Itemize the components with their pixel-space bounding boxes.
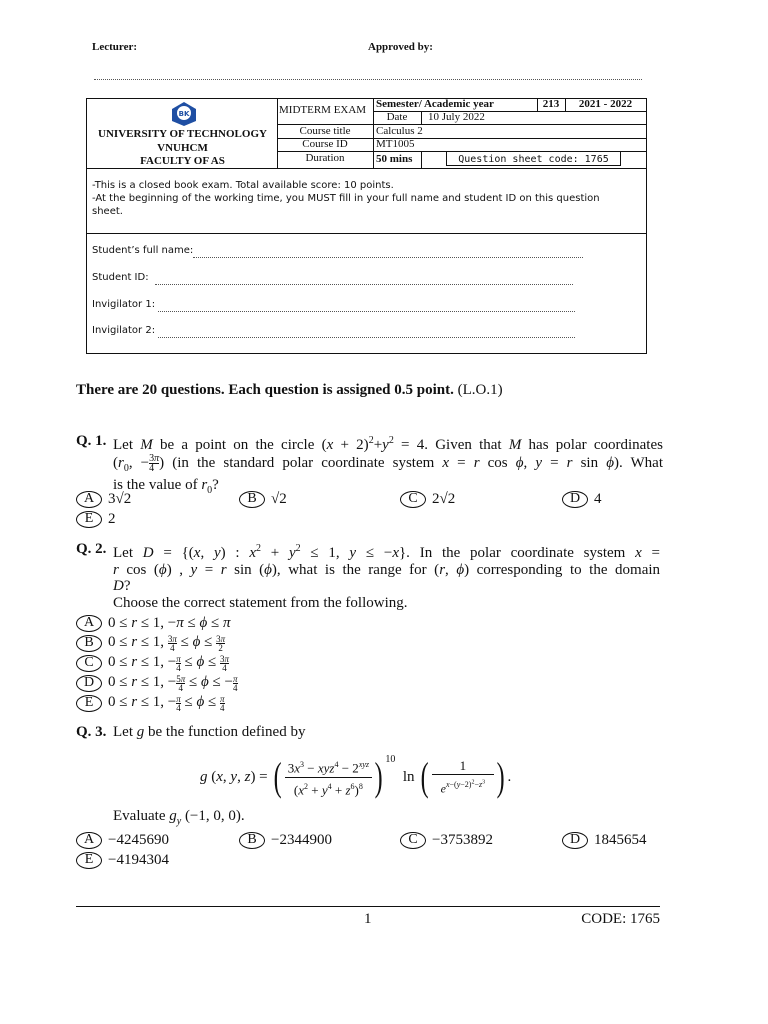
q3-answer-a: −4245690 [108, 831, 169, 848]
q1-label: Q. 1. [76, 433, 107, 449]
course-id: MT1005 [376, 138, 415, 150]
semester-value: 213 [542, 98, 560, 110]
q2-choice-e[interactable]: E 0 ≤ r ≤ 1, − $\frac{\pi}{4}$ ≤ ϕ ≤ $\frac{\pi}{4}$ [76, 694, 225, 712]
svg-text:BK: BK [178, 110, 190, 118]
invigilator2-label: Invigilator 2: [92, 325, 156, 336]
lecturer-label: Lecturer: [92, 41, 137, 53]
q2-answer-e: 0 ≤ r ≤ 1, − $\frac{\pi}{4}$ ≤ ϕ ≤ $\frac{\pi}{4}$ [108, 693, 225, 713]
q2-choice-d[interactable]: D 0 ≤ r ≤ 1, − $\frac{5\pi}{4}$ ≤ ϕ ≤ − $\frac{\pi}{4}$ [76, 674, 238, 692]
student-name-field[interactable] [193, 257, 583, 258]
q2-answer-a: 0 ≤ r ≤ 1, −π ≤ ϕ ≤ π [108, 614, 231, 631]
footer-code: CODE: 1765 [581, 911, 660, 927]
course-title: Calculus 2 [376, 125, 423, 137]
q3-answer-b: −2344900 [271, 831, 332, 848]
faculty-name: FACULTY OF AS [140, 155, 225, 167]
vnuhcm-name: VNUHCM [157, 142, 208, 154]
exam-notes [92, 179, 622, 218]
intro-text: There are 20 questions. Each question is assigned 0.5 point. [76, 382, 454, 398]
date-label: Date [386, 111, 408, 123]
q2-choice-b[interactable]: B 0 ≤ r ≤ 1, $\frac{3\pi}{4}$ ≤ ϕ ≤ $\frac{3\pi}{2}$ [76, 634, 225, 652]
q1-stem: Let M be a point on the circle $(x + 2)^2+y^2 = 4$. Given that M has polar coordinates ($r_0$, − $\frac{3\pi}{4}$ ) (in the standard polar coordinate system x = r cos ϕ, y = r sin ϕ). What is the value of $r_0$? [113, 435, 663, 496]
university-name: UNIVERSITY OF TECHNOLOGY [98, 128, 267, 140]
footer-rule [76, 906, 660, 907]
q1-choice-a[interactable]: A 3√2 [76, 490, 131, 508]
student-id-label: Student ID: [92, 272, 149, 283]
semester-label: Semester/ Academic year [376, 98, 494, 110]
q3-choice-a[interactable]: A −4245690 [76, 831, 169, 849]
q3-label: Q. 3. [76, 724, 107, 740]
exam-type: MIDTERM EXAM [279, 104, 367, 116]
q2-stem: Let D = {(x, y) : $x^2 + y^2 \le 1$, y ≤ −x}. In the polar coordinate system x = r cos (ϕ) , y = r sin (ϕ), what is the range for (r, ϕ) corresponding to the domain D? Choose the correct statement from the following. [113, 543, 661, 611]
duration: 50 mins [376, 153, 413, 165]
invigilator1-label: Invigilator 1: [92, 299, 156, 310]
q1-choice-e[interactable]: E 2 [76, 510, 116, 528]
invigilator1-field[interactable] [158, 311, 575, 312]
q1-answer-c: 2√2 [432, 490, 456, 507]
course-title-label: Course title [299, 125, 351, 137]
exam-date: 10 July 2022 [428, 111, 485, 123]
page-number: 1 [364, 911, 372, 927]
q1-choice-b[interactable]: B √2 [239, 490, 287, 508]
q1-answer-e: 2 [108, 510, 116, 527]
q2-instruction: Choose the correct statement from the following. [113, 594, 408, 611]
q3-question: Evaluate $g_y$ (−1, 0, 0). [113, 808, 245, 827]
student-name-label: Student’s full name: [92, 245, 194, 256]
learning-outcome: (L.O.1) [457, 382, 503, 398]
q3-formula: g (x, y, z) = ( $3x^3 - xyz^4 - 2^{xyz}$ $(x^2 + y^4 + z^6)^8$ ) 10 ln ( 1 $e^{x-(y-2)^2-z^3}$ ) . [200, 754, 512, 799]
note-fill-name: -At the beginning of the working time, you MUST fill in your full name and student ID on this question sheet. [92, 193, 600, 217]
q2-answer-d: 0 ≤ r ≤ 1, − $\frac{5\pi}{4}$ ≤ ϕ ≤ − $\frac{\pi}{4}$ [108, 673, 238, 693]
q1-answer-d: 4 [594, 490, 602, 507]
q1-choice-c[interactable]: C 2√2 [400, 490, 455, 508]
signature-line [94, 79, 642, 80]
q2-answer-b: 0 ≤ r ≤ 1, $\frac{3\pi}{4}$ ≤ ϕ ≤ $\frac{3\pi}{2}$ [108, 633, 226, 653]
academic-year: 2021 - 2022 [578, 98, 633, 110]
q2-label: Q. 2. [76, 541, 107, 557]
university-logo [170, 101, 198, 127]
student-id-field[interactable] [155, 284, 573, 285]
q1-choice-d[interactable]: D 4 [562, 490, 602, 508]
q2-answer-c: 0 ≤ r ≤ 1, − $\frac{\pi}{4}$ ≤ ϕ ≤ $\frac{3\pi}{4}$ [108, 653, 230, 673]
q3-answer-e: −4194304 [108, 851, 169, 868]
q3-answer-c: −3753892 [432, 831, 493, 848]
invigilator2-field[interactable] [158, 337, 575, 338]
course-id-label: Course ID [302, 138, 348, 150]
question-sheet-code: Question sheet code: 1765 [446, 151, 621, 166]
q1-answer-b: √2 [271, 490, 287, 507]
note-closed-book: -This is a closed book exam. Total available score: 10 points. [92, 180, 394, 191]
q3-choice-c[interactable]: C −3753892 [400, 831, 493, 849]
q2-choice-a[interactable]: A 0 ≤ r ≤ 1, −π ≤ ϕ ≤ π [76, 614, 231, 632]
q3-choice-e[interactable]: E −4194304 [76, 851, 169, 869]
q3-choice-d[interactable]: D 1845654 [562, 831, 647, 849]
exam-intro [76, 382, 503, 399]
q2-choice-c[interactable]: C 0 ≤ r ≤ 1, − $\frac{\pi}{4}$ ≤ ϕ ≤ $\frac{3\pi}{4}$ [76, 654, 229, 672]
q3-answer-d: 1845654 [594, 831, 647, 848]
q1-answer-a: 3√2 [108, 490, 132, 507]
q3-intro: Let g be the function defined by [113, 724, 306, 740]
approved-by-label: Approved by: [368, 41, 433, 53]
q3-choice-b[interactable]: B −2344900 [239, 831, 332, 849]
duration-label: Duration [305, 152, 345, 164]
